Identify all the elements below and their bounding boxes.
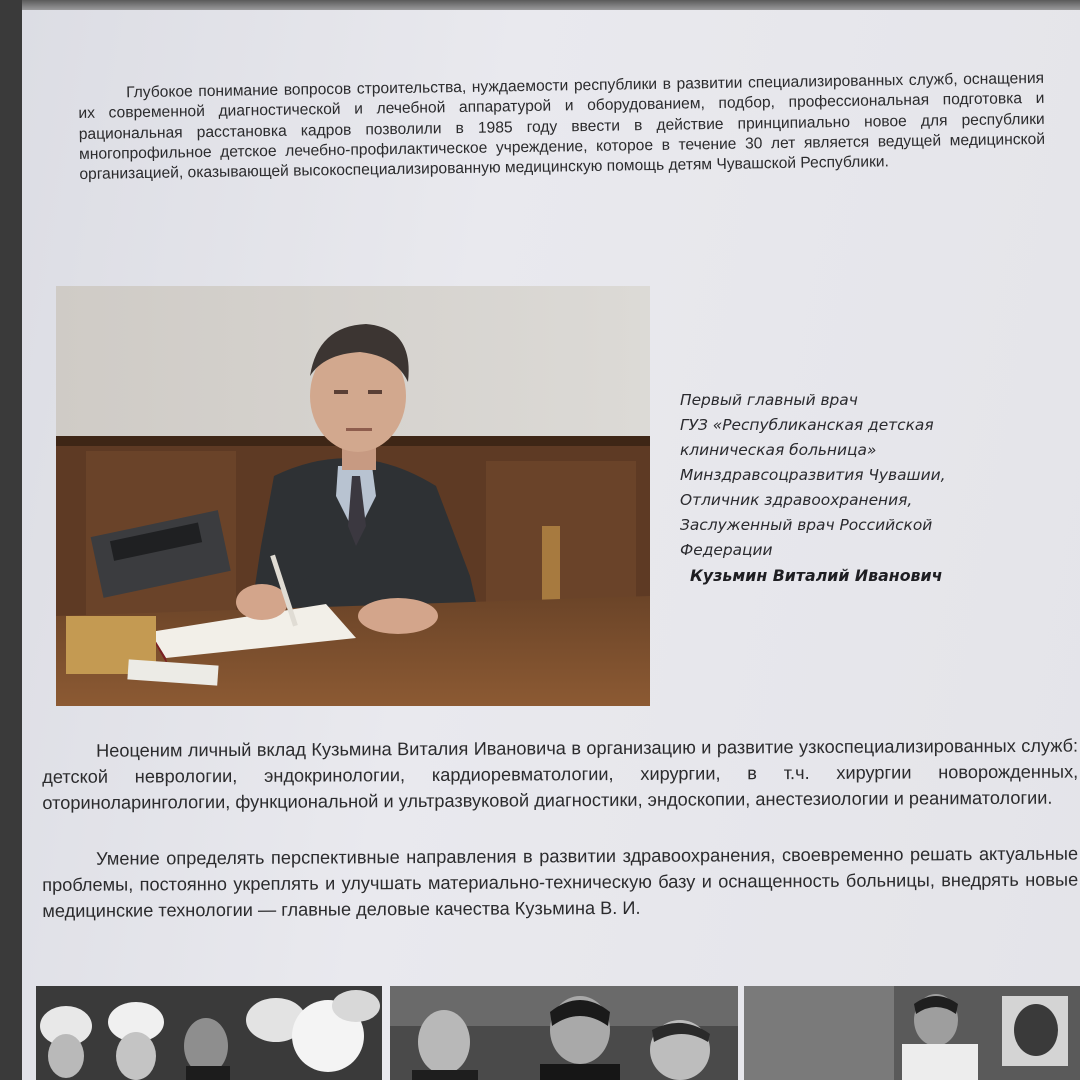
archive-photo-men-illustration [390,986,738,1080]
intro-paragraph: Глубокое понимание вопросов строительства, нуждаемости республики в развитии специализированных служб, оснащения их современной диагностической и лечебной аппаратурой и оборудованием, подбор, профессиональная подготовка и рациональная расстановка кадров позволили в 1985 году ввести в действие принципиально новое для республики многопрофильное детское лечебно-профилактическое учреждение, которое в течение 30 лет является ведущей медицинской организацией, оказывающей высокоспециализированную медицинскую помощь детям Чувашской Республики. [78,69,1046,184]
paragraph-contribution: Неоценим личный вклад Кузьмина Виталия Ивановича в организацию и развитие узкоспециализированных служб: детской неврологии, эндокринологии, кардиоревматологии, хирургии, в т.ч. хирургии новорожденных, оториноларингологии, функциональной и ультразвуковой диагностики, эндоскопии, анестезиологии и реаниматологии. [42,735,1079,813]
caption-line: клиническая больница» [680,441,877,459]
caption-line: Минздравсоцразвития Чувашии, [680,466,946,484]
caption-line: Отличник здравоохранения, [680,491,913,509]
caption-person-name: Кузьмин Виталий Иванович [690,566,943,585]
paragraph-qualities: Умение определять перспективные направления в развитии здравоохранения, своевременно решать актуальные проблемы, постоянно укреплять и улучшать материально-техническую базу и оснащенность больницы, внедрять новые медицинские технологии — главные деловые качества Кузьмина В. И. [42,843,1079,921]
page-top-shadow [22,0,1080,10]
caption-line: Заслуженный врач Российской [680,516,933,534]
photo-caption [680,388,1020,588]
archive-photo-nurses [36,986,382,1080]
portrait-photo-illustration [56,286,650,706]
caption-line: ГУЗ «Республиканская детская [680,416,934,434]
book-page [22,8,1080,1080]
archive-photo-doctor [744,986,1080,1080]
caption-line: Первый главный врач [680,391,858,409]
archive-photo-doctor-illustration [744,986,1080,1080]
archive-photo-nurses-illustration [36,986,382,1080]
caption-line: Федерации [680,541,773,559]
archive-photo-men [390,986,738,1080]
portrait-photo [56,286,650,706]
